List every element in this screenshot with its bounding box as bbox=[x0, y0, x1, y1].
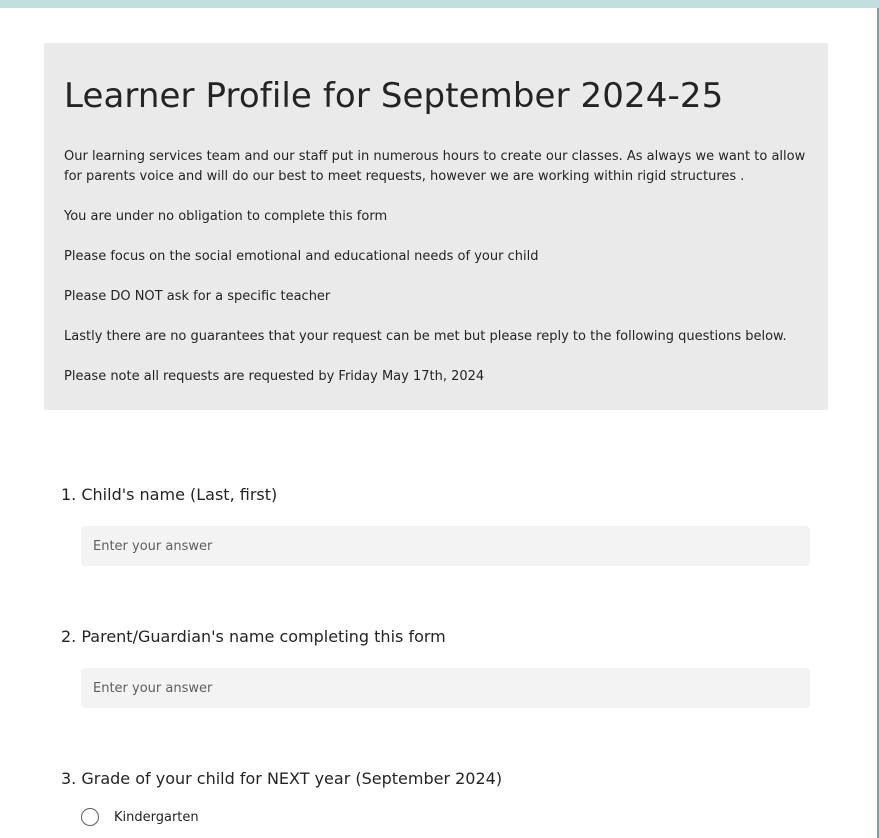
question-number: 2. bbox=[61, 627, 77, 646]
question-text: Grade of your child for NEXT year (September 2024) bbox=[81, 769, 503, 788]
radio-button[interactable] bbox=[81, 808, 99, 826]
question-text: Parent/Guardian's name completing this form bbox=[81, 627, 446, 646]
radio-label: Kindergarten bbox=[114, 809, 199, 825]
description-paragraph: Please focus on the social emotional and educational needs of your child bbox=[64, 249, 539, 264]
question-grade bbox=[61, 768, 821, 828]
question-title bbox=[61, 626, 821, 648]
question-parent-name bbox=[61, 626, 821, 708]
child-name-input[interactable] bbox=[81, 526, 810, 566]
parent-name-input[interactable] bbox=[81, 668, 810, 708]
description-paragraph: You are under no obligation to complete this form bbox=[64, 209, 388, 224]
question-title bbox=[61, 484, 821, 506]
question-text: Child's name (Last, first) bbox=[81, 485, 278, 504]
description-paragraph: Lastly there are no guarantees that your request can be met but please reply to the following questions below. bbox=[64, 329, 787, 344]
radio-option-kindergarten[interactable] bbox=[81, 806, 821, 828]
top-accent-bar bbox=[0, 0, 879, 8]
question-child-name bbox=[61, 484, 821, 566]
description-paragraph: Please note all requests are requested by Friday May 17th, 2024 bbox=[64, 369, 485, 384]
description-paragraph: Please DO NOT ask for a specific teacher bbox=[64, 289, 331, 304]
question-number: 3. bbox=[61, 769, 77, 788]
question-number: 1. bbox=[61, 485, 77, 504]
form-header bbox=[44, 43, 828, 410]
form-title: Learner Profile for September 2024-25 bbox=[64, 76, 724, 116]
question-title bbox=[61, 768, 821, 790]
form-description bbox=[64, 147, 808, 387]
description-paragraph: Our learning services team and our staff put in numerous hours to create our classes. As always we want to allow for parents voice and will do our best to meet requests, however we are working within rigid structures . bbox=[64, 149, 806, 184]
